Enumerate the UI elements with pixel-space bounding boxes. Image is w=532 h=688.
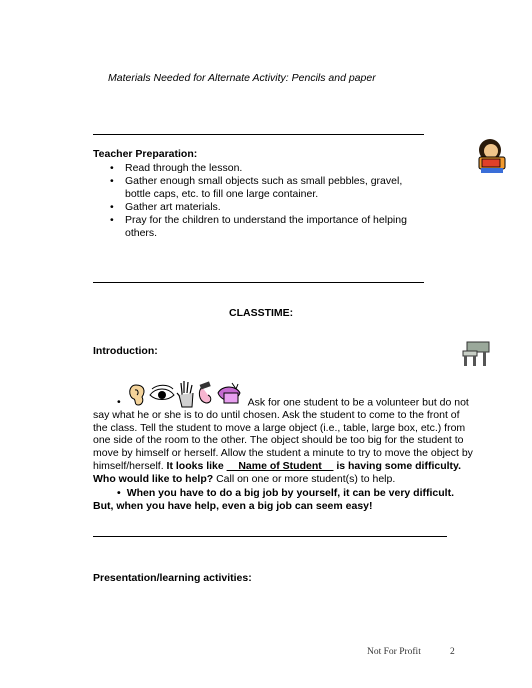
mouth-icon xyxy=(218,383,240,403)
footer-text: Not For Profit xyxy=(367,647,421,657)
divider-2 xyxy=(93,282,424,283)
desk-icon xyxy=(461,340,493,368)
child-reading-icon xyxy=(476,137,508,175)
teacher-prep-title: Teacher Preparation: xyxy=(93,148,198,160)
teacher-preparation xyxy=(93,148,423,240)
senses-icons xyxy=(126,381,246,409)
ear-icon xyxy=(129,385,143,405)
nose-icon xyxy=(199,381,210,403)
hand-icon xyxy=(177,381,193,407)
introduction-paragraph: • Ask for one student to be a volunteer but do not say what he or she is to do until chosen. Ask the student to come to the front of the class. Tell the student to move a large object (i.e., table, large box, etc.) from one side of the room to the other. The object should be too big for the student to move by himself or herself. Allow the student a minute to try to move the object by himself/herself. It looks like __Name of Student__ is having some difficulty. Who would like to help? Call on one or more student(s) to help. xyxy=(93,381,477,485)
prep-item: • Gather art materials. xyxy=(93,201,423,214)
eye-icon xyxy=(150,385,174,399)
presentation-heading: Presentation/learning activities: xyxy=(93,572,252,584)
key-point: • When you have to do a big job by yourself, it can be very difficult. But, when you have help, even a big job can seem easy! xyxy=(93,487,454,512)
intro-text-2: Call on one or more student(s) to help. xyxy=(216,472,396,485)
prep-item: • Pray for the children to understand the importance of helping others. xyxy=(93,214,423,240)
classtime-heading: CLASSTIME: xyxy=(229,307,294,319)
page-number: 2 xyxy=(450,647,455,657)
prep-item: • Gather enough small objects such as small pebbles, gravel, bottle caps, etc. to fill one large container. xyxy=(93,175,423,201)
materials-line: Materials Needed for Alternate Activity: Pencils and paper xyxy=(108,72,376,84)
intro-bold-2: is having some difficulty. Who would like to help? xyxy=(93,459,462,485)
intro-bold-1: It looks like xyxy=(166,459,224,472)
student-name-blank: __Name of Student__ xyxy=(226,459,334,472)
introduction-heading: Introduction: xyxy=(93,345,158,357)
divider-1 xyxy=(93,134,424,135)
divider-3 xyxy=(93,536,447,537)
prep-item: • Read through the lesson. xyxy=(93,162,423,175)
intro-text: Ask for one student to be a volunteer but do not say what he or she is to do until chosen. Ask the student to come to the front of the class. Tell the student to move a large object (i.e., table, large box, etc.) from one side of the room to the other. The object should be too big for the student to move by himself or herself. Allow the student a minute to try to move the object by himself/herself. xyxy=(93,396,473,472)
key-point-text: When you have to do a big job by yourself, it can be very difficult. But, when you have help, even a big job can seem easy! xyxy=(93,487,454,512)
